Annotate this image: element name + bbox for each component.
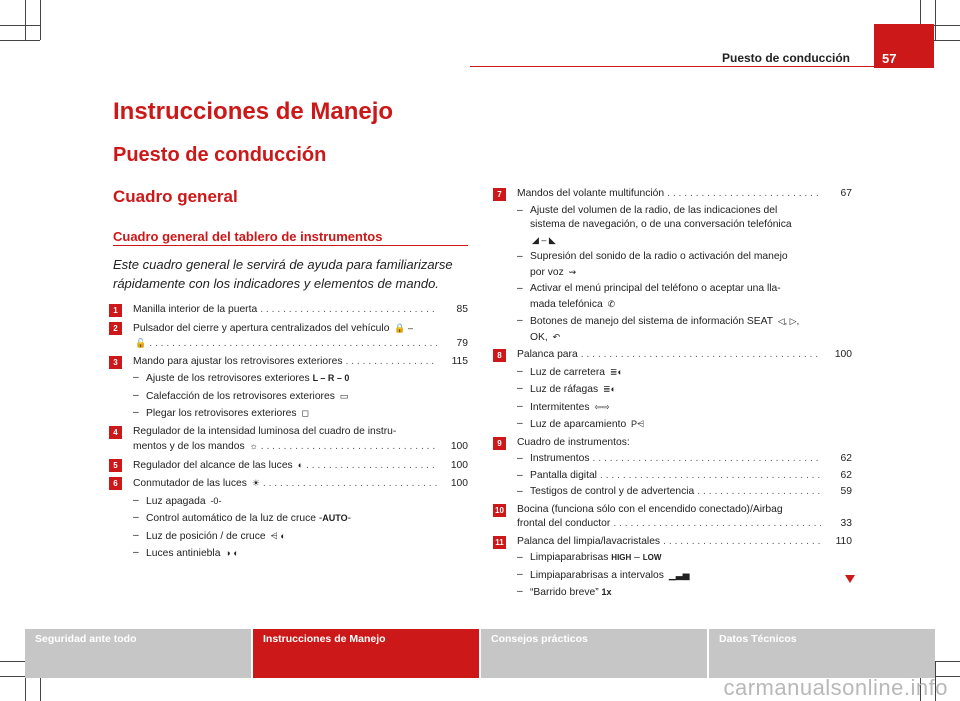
- key-lock-icon: 🔒 –: [394, 322, 414, 333]
- volume-up-down-icon: ◢ – ◣: [532, 234, 556, 245]
- leader-dots: [306, 459, 437, 474]
- sub-item: – Limpiaparabrisas HIGH – LOW: [517, 551, 852, 566]
- auto-light-icon: AUTO: [322, 513, 348, 523]
- tab-seguridad[interactable]: Seguridad ante todo: [25, 629, 253, 678]
- key-unlock-icon: 🔓: [135, 338, 147, 348]
- item-number-badge: 7: [493, 188, 506, 201]
- single-wipe-icon: 1x: [601, 587, 612, 597]
- crop-mark: [40, 0, 41, 40]
- sub-item: – Luz de ráfagas ≣◐: [517, 382, 852, 398]
- list-item: [497, 535, 852, 601]
- leader-dots: [263, 477, 437, 492]
- leader-dots: [613, 517, 821, 532]
- sub-item: – Botones de manejo del sistema de información SEAT ◁, ▷, OK, ↶: [517, 314, 852, 345]
- item-text: Mandos del volante multifunción: [517, 188, 665, 199]
- intermittent-wipe-icon: ▁▃▅: [668, 569, 690, 580]
- item-number-badge: 10: [493, 504, 506, 517]
- left-column: [113, 303, 468, 565]
- fog-light-icon: ◑ ◐: [225, 548, 239, 558]
- list-item: [497, 348, 852, 433]
- high-beam-icon: ≣◐: [609, 366, 623, 377]
- page-ref[interactable]: 100: [450, 478, 468, 489]
- intro-text: Este cuadro general le servirá de ayuda para familiarizarse rápidamente con los indicadores y elementos de mando.: [113, 257, 453, 291]
- sub-item: – Luz de carretera ≣◐: [517, 365, 852, 381]
- item-number-badge: 3: [109, 356, 122, 369]
- leader-dots: [593, 452, 821, 467]
- page-ref[interactable]: 110: [835, 535, 852, 547]
- footer-nav: [25, 629, 935, 678]
- tab-instrucciones[interactable]: Instrucciones de Manejo: [253, 629, 481, 678]
- item-text: mentos y de los mandos: [133, 441, 245, 452]
- continue-arrow-icon: [845, 575, 855, 583]
- list-item: [497, 436, 852, 500]
- headlight-range-icon: ◐: [297, 459, 304, 470]
- wiper-high-icon: HIGH: [611, 553, 632, 562]
- crop-mark: [25, 0, 26, 40]
- return-icon: ↶: [552, 331, 561, 342]
- light-off-icon: -0-: [210, 495, 222, 506]
- item-text: Mando para ajustar los retrovisores exteriores: [133, 355, 343, 367]
- crop-mark: [0, 40, 40, 41]
- sub-item: – “Barrido breve” 1x: [517, 585, 852, 601]
- parking-light-icon: P⩤: [631, 419, 645, 429]
- topic-rule: [113, 245, 468, 246]
- page-ref[interactable]: 100: [450, 441, 468, 452]
- leader-dots: [581, 348, 821, 363]
- page-number-box: [874, 24, 934, 68]
- page-number: 57: [882, 51, 897, 66]
- list-item: [113, 458, 468, 474]
- item-number-badge: 6: [109, 477, 122, 490]
- section-title: Puesto de conducción: [113, 144, 327, 166]
- light-switch-icon: ☀: [251, 478, 260, 488]
- chapter-title: Instrucciones de Manejo: [113, 98, 394, 125]
- list-item: [113, 425, 468, 455]
- item-number-badge: 2: [109, 322, 122, 335]
- dimmer-icon: ☼: [249, 441, 258, 451]
- leader-dots: [667, 187, 821, 202]
- tab-consejos[interactable]: Consejos prácticos: [481, 629, 709, 678]
- mirror-position-icons: L – R – 0: [312, 373, 350, 383]
- page-ref[interactable]: 79: [456, 338, 468, 349]
- running-header: Puesto de conducción: [721, 51, 850, 65]
- item-text: Palanca del limpia/lavacristales: [517, 535, 661, 547]
- item-text: Pulsador del cierre y apertura centralizados del vehículo: [133, 322, 390, 334]
- leader-dots: [697, 485, 821, 500]
- list-item: [113, 321, 468, 352]
- list-item: [113, 303, 468, 318]
- wiper-low-icon: LOW: [642, 553, 662, 562]
- sub-item: – Pantalla digital . . . 62: [517, 469, 852, 484]
- leader-dots: [261, 440, 437, 455]
- sub-item: – Intermitentes ⇦⇨: [517, 400, 852, 416]
- flash-icon: ≣◐: [603, 384, 616, 394]
- turn-signal-icon: ⇦⇨: [594, 401, 610, 412]
- leader-dots: [600, 469, 821, 484]
- sub-item: – Activar el menú principal del teléfono o aceptar una lla- mada telefónica ✆: [517, 282, 852, 312]
- sub-item: – Supresión del sonido de la radio o activación del manejo por voz ⇝: [517, 250, 852, 280]
- sub-item: – Testigos de control y de advertencia . . . 59: [517, 485, 852, 500]
- item-text: Regulador del alcance de las luces: [133, 459, 293, 471]
- leader-dots: [663, 535, 821, 550]
- page-ref[interactable]: 59: [840, 486, 852, 497]
- position-light-icon: ⩤ ◐: [270, 530, 286, 541]
- item-number-badge: 5: [109, 459, 122, 472]
- sub-item: – Control automático de la luz de cruce -AUTO-: [133, 511, 468, 527]
- item-text: Palanca para: [517, 349, 578, 360]
- watermark: carmanualsonline.info: [723, 675, 948, 700]
- page-ref[interactable]: 62: [840, 453, 852, 464]
- item-number-badge: 1: [109, 304, 122, 317]
- sub-item: – Instrumentos . . . 62: [517, 452, 852, 467]
- sub-item: – Ajuste del volumen de la radio, de las indicaciones del sistema de navegación, o de una conversación telefónica ◢ – ◣: [517, 204, 852, 249]
- sub-item: – Luz de aparcamiento P⩤: [517, 417, 852, 433]
- phone-icon: ✆: [607, 298, 616, 309]
- sub-item: – Luz de posición / de cruce ⩤ ◐: [133, 529, 468, 545]
- leader-dots: [260, 303, 437, 318]
- item-text: Cuadro de instrumentos:: [517, 436, 630, 448]
- page-ref[interactable]: 33: [840, 518, 852, 529]
- item-number-badge: 9: [493, 437, 506, 450]
- item-text: Bocina (funciona sólo con el encendido conectado)/Airbag: [517, 503, 783, 515]
- list-item: [497, 187, 852, 345]
- page-ref[interactable]: 100: [450, 459, 468, 471]
- list-item: [497, 503, 852, 532]
- voice-control-icon: ⇝: [568, 266, 577, 277]
- crop-mark: [935, 0, 936, 40]
- tab-datos[interactable]: Datos Técnicos: [709, 629, 935, 678]
- subsection-title: Cuadro general: [113, 187, 238, 206]
- list-item: [113, 476, 468, 562]
- item-number-badge: 4: [109, 426, 122, 439]
- header-rule: [470, 66, 874, 67]
- sub-item: – Luz apagada -0-: [133, 494, 468, 510]
- sub-item: – Limpiaparabrisas a intervalos ▁▃▅: [517, 568, 852, 584]
- mirror-fold-icon: ◻: [301, 408, 309, 418]
- page-ref[interactable]: 115: [451, 355, 468, 367]
- item-text: Conmutador de las luces: [133, 478, 247, 489]
- item-text: Manilla interior de la puerta: [133, 304, 258, 315]
- list-item: [113, 355, 468, 422]
- arrow-left-right-icon: ◁, ▷,: [777, 316, 800, 326]
- leader-dots: [345, 355, 437, 370]
- page-ref[interactable]: 85: [456, 304, 468, 315]
- sub-item: – Ajuste de los retrovisores exteriores L – R – 0: [133, 371, 468, 387]
- sub-item: – Luces antiniebla ◑ ◐: [133, 546, 468, 562]
- page-ref[interactable]: 62: [840, 469, 852, 481]
- sub-item: – Plegar los retrovisores exteriores ◻: [133, 406, 468, 422]
- crop-mark: [0, 25, 40, 26]
- topic-title: Cuadro general del tablero de instrumentos: [113, 229, 383, 244]
- mirror-heating-icon: ▭: [339, 390, 349, 401]
- page-ref[interactable]: 100: [834, 349, 852, 360]
- item-text: Regulador de la intensidad luminosa del cuadro de instru-: [133, 425, 397, 437]
- item-number-badge: 11: [493, 536, 506, 549]
- item-number-badge: 8: [493, 349, 506, 362]
- leader-dots: [149, 337, 437, 352]
- item-text: frontal del conductor: [517, 518, 611, 529]
- sub-item: – Calefacción de los retrovisores exteriores ▭: [133, 389, 468, 405]
- page-ref[interactable]: 67: [840, 188, 852, 199]
- right-column: [497, 187, 852, 604]
